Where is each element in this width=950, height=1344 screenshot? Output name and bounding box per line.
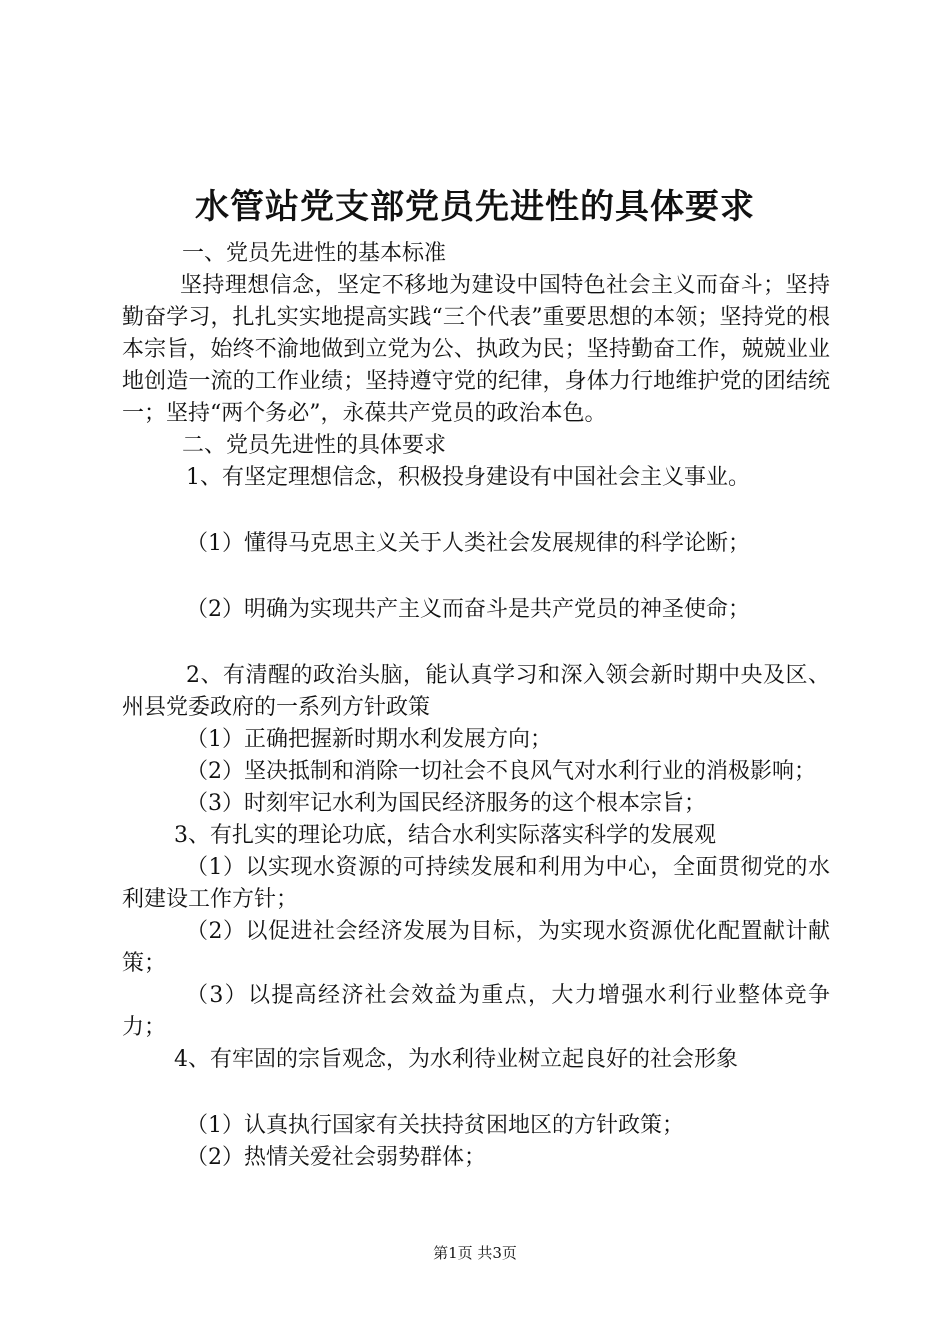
requirement-3-item-2: （2）以促进社会经济发展为目标，为实现水资源优化配置献计献策； bbox=[122, 919, 830, 976]
requirement-1-item-1: （1）懂得马克思主义关于人类社会发展规律的科学论断； bbox=[186, 531, 750, 556]
requirement-3: 3、有扎实的理论功底，结合水利实际落实科学的发展观 bbox=[174, 823, 716, 848]
requirement-2-item-1: （1）正确把握新时期水利发展方向； bbox=[186, 727, 552, 752]
document-title: 水管站党支部党员先进性的具体要求 bbox=[195, 187, 755, 227]
requirement-2: 2、有清醒的政治头脑，能认真学习和深入领会新时期中央及区、州县党委政府的一系列方针政策 bbox=[122, 663, 830, 720]
requirement-2-item-3: （3）时刻牢记水利为国民经济服务的这个根本宗旨； bbox=[186, 791, 706, 816]
requirement-1: 1、有坚定理想信念，积极投身建设有中国社会主义事业。 bbox=[186, 465, 750, 490]
document-body bbox=[122, 238, 830, 1174]
requirement-4-item-2: （2）热情关爱社会弱势群体； bbox=[186, 1145, 486, 1170]
requirement-1-item-2: （2）明确为实现共产主义而奋斗是共产党员的神圣使命； bbox=[186, 597, 750, 622]
section-heading-1: 一、党员先进性的基本标准 bbox=[182, 241, 447, 266]
requirement-4: 4、有牢固的宗旨观念，为水利待业树立起良好的社会形象 bbox=[174, 1047, 738, 1072]
section-heading-2: 二、党员先进性的具体要求 bbox=[182, 433, 447, 458]
requirement-3-item-1: （1）以实现水资源的可持续发展和利用为中心，全面贯彻党的水利建设工作方针； bbox=[122, 855, 830, 912]
requirement-4-item-1: （1）认真执行国家有关扶持贫困地区的方针政策； bbox=[186, 1113, 684, 1138]
page-footer: 第1页 共3页 bbox=[433, 1244, 517, 1262]
requirement-3-item-3: （3）以提高经济社会效益为重点，大力增强水利行业整体竞争力； bbox=[122, 983, 830, 1040]
paragraph-basic-standard: 坚持理想信念，坚定不移地为建设中国特色社会主义而奋斗；坚持勤奋学习，扎扎实实地提高实践“三个代表”重要思想的本领；坚持党的根本宗旨，始终不渝地做到立党为公、执政为民；坚持勤奋工作，兢兢业业地创造一流的工作业绩；坚持遵守党的纪律，身体力行地维护党的团结统一；坚持“两个务必”，永葆共产党员的政治本色。 bbox=[122, 273, 830, 426]
requirement-2-item-2: （2）坚决抵制和消除一切社会不良风气对水利行业的消极影响； bbox=[186, 759, 816, 784]
